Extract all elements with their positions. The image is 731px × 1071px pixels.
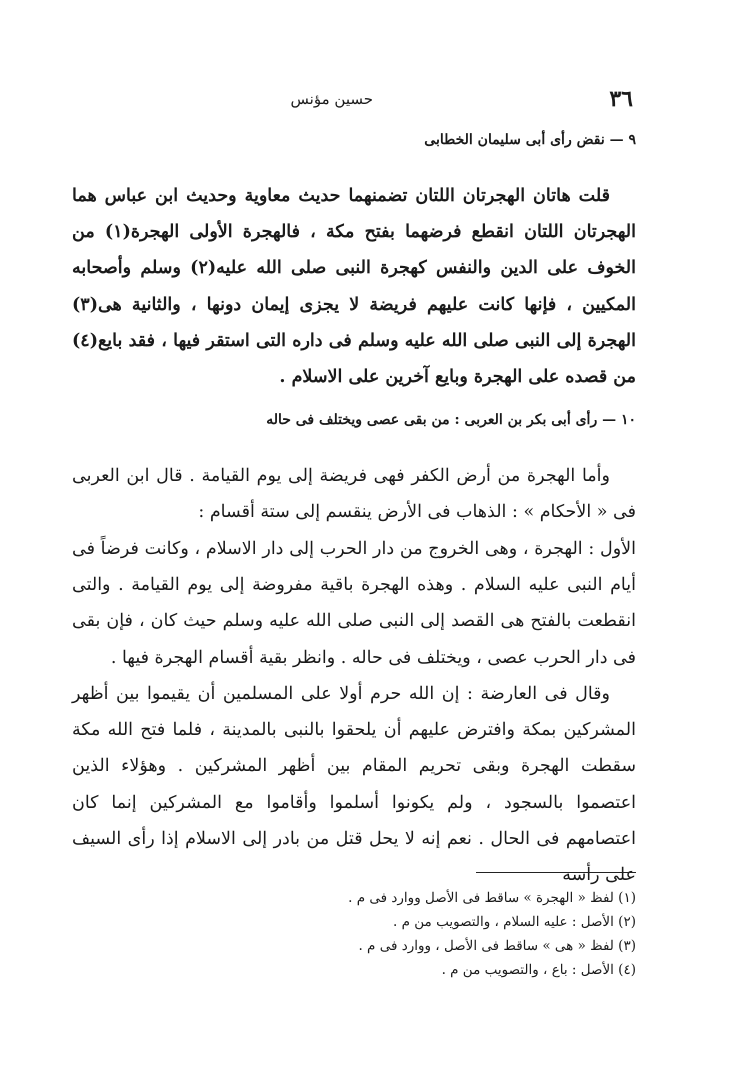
footnote-3: (٣) لفظ « هى » ساقط فى الأصل ، ووارد فى م . (358, 938, 636, 954)
section-heading-10: ١٠ — رأى أبى بكر بن العربى : من بقى عصى ويختلف فى حاله (266, 412, 636, 428)
paragraph-two-hijras: قلت هاتان الهجرتان اللتان تضمنهما حديث معاوية وحديث ابن عباس هما الهجرتان اللتان انقطع فرضهما بفتح مكة ، فالهجرة الأولى الهجرة(١) من الخوف على الدين والنفس كهجرة النبى صلى الله عليه(٢) وسلم وأصحابه المكيين ، فإنها كانت عليهم فريضة لا يجزى إيمان دونها ، والثانية هى(٣) الهجرة إلى النبى صلى الله عليه وسلم فى داره التى استقر فيها ، فقد بايع(٤) من قصده على الهجرة وبايع آخرين على الاسلام . (72, 186, 636, 388)
page-number: ٣٦ (609, 86, 633, 112)
footnotes-list (136, 886, 636, 982)
footnote-4: (٤) الأصل : باع ، والتصويب من م . (441, 962, 636, 978)
paragraph-al-arida: وقال فى العارضة : إن الله حرم أولا على المسلمين أن يقيموا بين أظهر المشركين بمكة وافترض عليهم أن يلحقوا بالنبى بالمدينة ، فلما فتح الله مكة سقطت الهجرة وبقى تحريم المقام بين أظهر المشركين . وهؤلاء الذين اعتصموا بالسجود ، ولم يكونوا أسلموا وأقاموا مع المشركين إنما كان اعتصامهم فى الحال . نعم إنه لا يحل قتل من بادر إلى الاسلام إذا رأى السيف على رأسه (72, 684, 636, 886)
footnote-2: (٢) الأصل : عليه السلام ، والتصويب من م . (393, 914, 636, 930)
paragraph-hijra-from-land-of-kufr: وأما الهجرة من أرض الكفر فهى فريضة إلى يوم القيامة . قال ابن العربى فى « الأحكام » : الذهاب فى الأرض ينقسم إلى ستة أقسام : (72, 466, 636, 523)
page-header (100, 86, 633, 116)
paragraph-first-type-hijra: الأول : الهجرة ، وهى الخروج من دار الحرب إلى دار الاسلام ، وكانت فرضاً فى أيام النبى عليه السلام . وهذه الهجرة باقية مفروضة إلى يوم القيامة . والتى انقطعت بالفتح هى القصد إلى النبى صلى الله عليه وسلم حيث كان ، فإن بقى فى دار الحرب عصى ، ويختلف فى حاله . وانظر بقية أقسام الهجرة فيها . (72, 539, 636, 668)
section-heading-9: ٩ — نقض رأى أبى سليمان الخطابى (424, 132, 636, 148)
footnote-1: (١) لفظ « الهجرة » ساقط فى الأصل ووارد فى م . (348, 890, 636, 906)
footnote-divider (476, 872, 636, 873)
running-head-author: حسين مؤنس (290, 90, 373, 108)
